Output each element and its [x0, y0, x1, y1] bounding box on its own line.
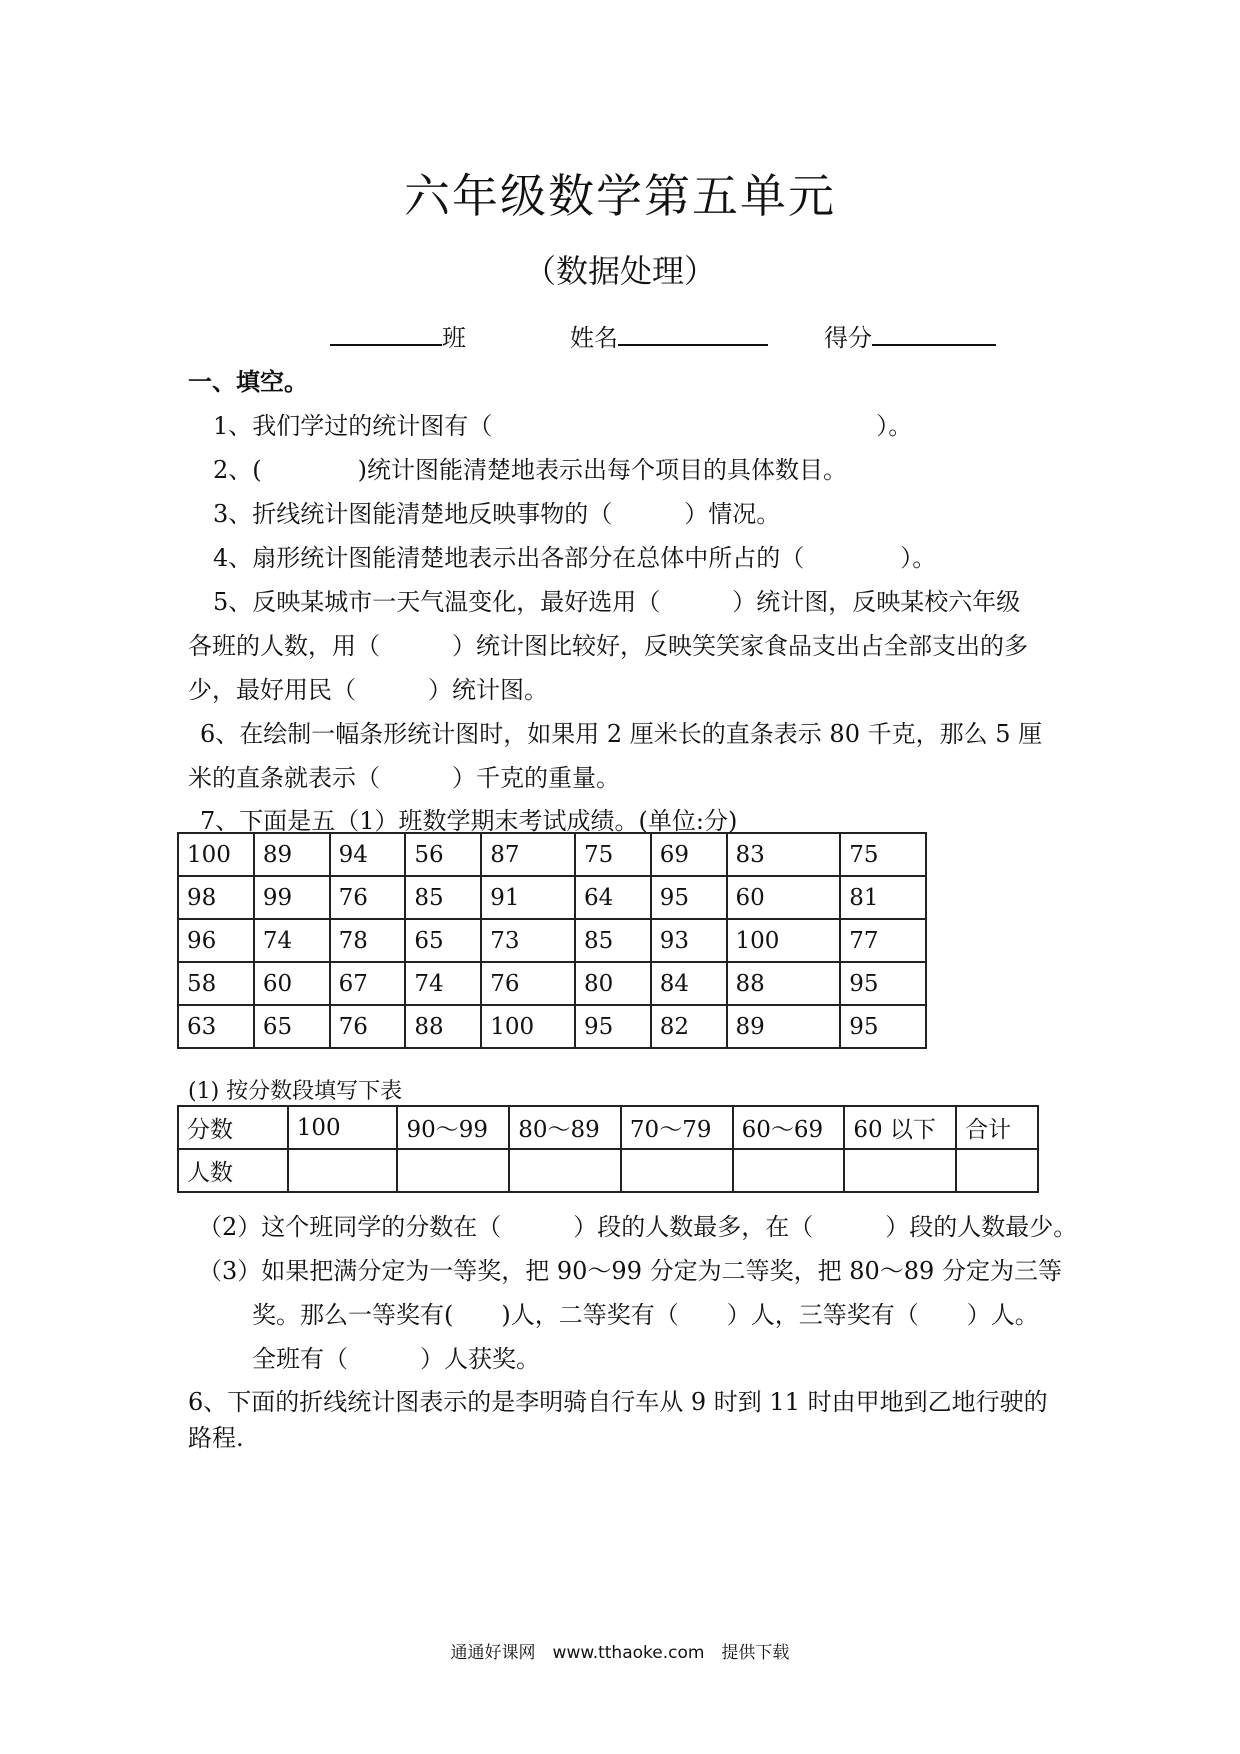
score-blank[interactable]	[872, 318, 996, 346]
score-cell: 73	[481, 919, 575, 962]
table-row	[178, 1005, 926, 1048]
score-cell: 95	[575, 1005, 651, 1048]
score-cell: 74	[405, 962, 481, 1005]
score-cell: 87	[481, 833, 575, 876]
score-cell: 64	[575, 876, 651, 919]
range-header-row	[178, 1106, 1038, 1149]
scores-table	[177, 832, 927, 1049]
score-cell: 69	[651, 833, 727, 876]
range-header-cell: 60 以下	[844, 1106, 956, 1149]
part-3-line-1: （3）如果把满分定为一等奖，把 90～99 分定为二等奖，把 80～89 分定为三等	[198, 1257, 1062, 1285]
table-row	[178, 962, 926, 1005]
score-cell: 100	[178, 833, 254, 876]
question-5-line-2: 各班的人数，用（ ）统计图比较好，反映笑笑家食品支出占全部支出的多	[188, 632, 1028, 660]
score-cell: 83	[727, 833, 841, 876]
question-1: 1、我们学过的统计图有（ ）。	[213, 412, 913, 440]
score-cell: 60	[727, 876, 841, 919]
count-blank-cell[interactable]	[956, 1149, 1038, 1192]
page-subtitle: （数据处理）	[523, 252, 716, 290]
score-field	[824, 318, 996, 353]
score-cell: 85	[575, 919, 651, 962]
score-cell: 75	[840, 833, 926, 876]
range-header-cell: 合计	[956, 1106, 1038, 1149]
page-title: 六年级数学第五单元	[404, 169, 836, 223]
score-cell: 89	[254, 833, 330, 876]
score-cell: 60	[254, 962, 330, 1005]
footer-credit: 通通好课网 www.tthaoke.com 提供下载	[450, 1643, 790, 1663]
score-cell: 85	[405, 876, 481, 919]
range-header-cell: 80～89	[509, 1106, 621, 1149]
score-cell: 94	[330, 833, 406, 876]
score-label: 得分	[824, 324, 872, 352]
score-cell: 96	[178, 919, 254, 962]
score-cell: 82	[651, 1005, 727, 1048]
range-header-cell: 分数	[178, 1106, 288, 1149]
score-cell: 67	[330, 962, 406, 1005]
question-4: 4、扇形统计图能清楚地表示出各部分在总体中所占的（ ）。	[213, 544, 937, 572]
score-cell: 75	[575, 833, 651, 876]
score-cell: 56	[405, 833, 481, 876]
count-blank-cell[interactable]	[288, 1149, 398, 1192]
score-cell: 99	[254, 876, 330, 919]
score-cell: 80	[575, 962, 651, 1005]
score-cell: 98	[178, 876, 254, 919]
question-5-line-3: 少，最好用民（ ）统计图。	[188, 676, 548, 704]
score-cell: 76	[481, 962, 575, 1005]
count-blank-cell[interactable]	[397, 1149, 509, 1192]
question-8-line-1: 6、下面的折线统计图表示的是李明骑自行车从 9 时到 11 时由甲地到乙地行驶的	[188, 1388, 1048, 1416]
name-blank[interactable]	[618, 318, 768, 346]
part-1-label: (1) 按分数段填写下表	[188, 1079, 403, 1104]
score-cell: 65	[405, 919, 481, 962]
score-cell: 84	[651, 962, 727, 1005]
count-blank-cell[interactable]	[844, 1149, 956, 1192]
score-cell: 100	[481, 1005, 575, 1048]
question-3: 3、折线统计图能清楚地反映事物的（ ）情况。	[213, 500, 781, 528]
question-5-line-1: 5、反映某城市一天气温变化，最好选用（ ）统计图，反映某校六年级	[213, 588, 1021, 616]
name-field	[570, 318, 768, 353]
table-row	[178, 833, 926, 876]
score-cell: 88	[727, 962, 841, 1005]
score-cell: 58	[178, 962, 254, 1005]
part-3-line-3: 全班有（ ）人获奖。	[252, 1345, 540, 1373]
count-blank-cell[interactable]	[733, 1149, 845, 1192]
count-blank-cell[interactable]	[621, 1149, 733, 1192]
range-header-cell: 60～69	[733, 1106, 845, 1149]
part-2: （2）这个班同学的分数在（ ）段的人数最多，在（ ）段的人数最少。	[198, 1213, 1078, 1241]
section-heading: 一、填空。	[188, 367, 308, 396]
score-cell: 78	[330, 919, 406, 962]
count-label-cell: 人数	[178, 1149, 288, 1192]
range-table	[177, 1105, 1039, 1193]
question-6-line-2: 米的直条就表示（ ）千克的重量。	[188, 764, 620, 792]
table-row	[178, 919, 926, 962]
range-header-cell: 100	[288, 1106, 398, 1149]
class-blank[interactable]	[330, 318, 442, 346]
name-label: 姓名	[570, 324, 618, 352]
table-row	[178, 876, 926, 919]
score-cell: 63	[178, 1005, 254, 1048]
range-count-row	[178, 1149, 1038, 1192]
score-cell: 91	[481, 876, 575, 919]
score-cell: 74	[254, 919, 330, 962]
range-header-cell: 70～79	[621, 1106, 733, 1149]
count-blank-cell[interactable]	[509, 1149, 621, 1192]
score-cell: 81	[840, 876, 926, 919]
part-3-line-2: 奖。那么一等奖有( )人，二等奖有（ ）人，三等奖有（ ）人。	[252, 1301, 1039, 1329]
question-6-line-1: 6、在绘制一幅条形统计图时，如果用 2 厘米长的直条表示 80 千克，那么 5 厘	[200, 720, 1043, 748]
range-header-cell: 90～99	[397, 1106, 509, 1149]
score-cell: 76	[330, 1005, 406, 1048]
score-cell: 95	[651, 876, 727, 919]
score-cell: 76	[330, 876, 406, 919]
score-cell: 93	[651, 919, 727, 962]
score-cell: 95	[840, 962, 926, 1005]
score-cell: 77	[840, 919, 926, 962]
score-cell: 95	[840, 1005, 926, 1048]
question-8-line-2: 路程.	[188, 1424, 244, 1452]
question-2: 2、( )统计图能清楚地表示出每个项目的具体数目。	[213, 456, 847, 484]
class-field	[330, 318, 466, 353]
score-cell: 89	[727, 1005, 841, 1048]
question-7: 7、下面是五（1）班数学期末考试成绩。(单位:分)	[200, 807, 738, 835]
score-cell: 100	[727, 919, 841, 962]
class-label: 班	[442, 324, 466, 352]
score-cell: 88	[405, 1005, 481, 1048]
score-cell: 65	[254, 1005, 330, 1048]
